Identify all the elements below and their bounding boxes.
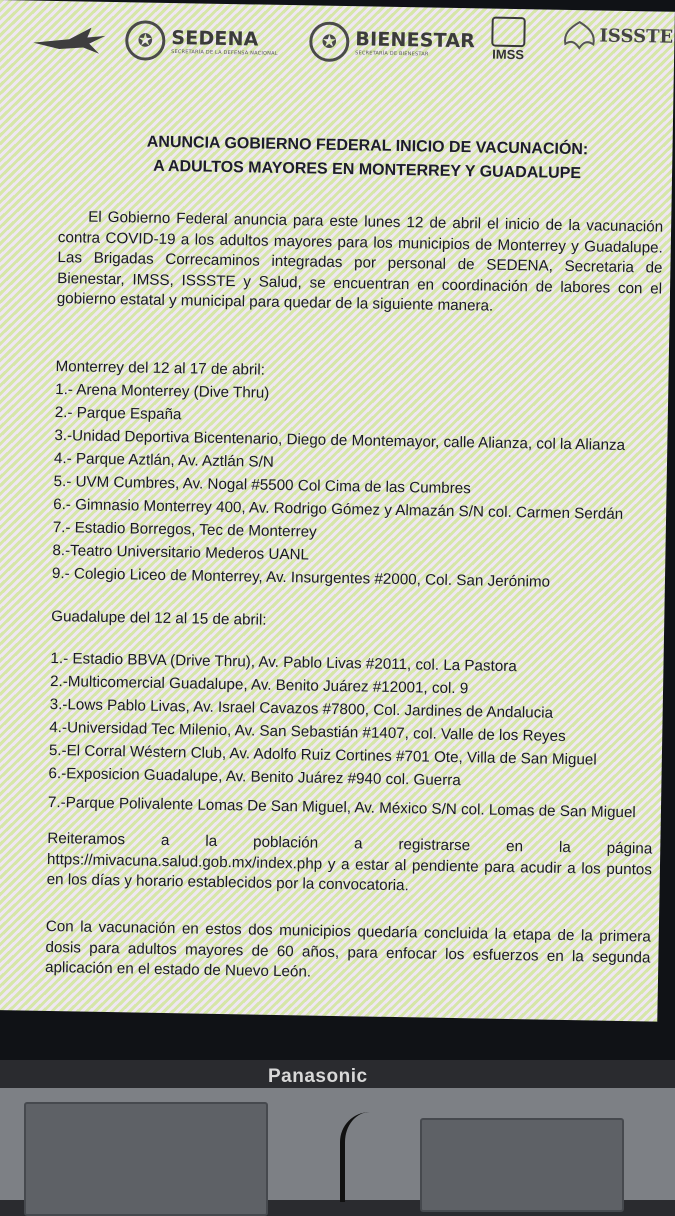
sedena-seal-icon: ✪: [125, 20, 166, 61]
closing-paragraph: Con la vacunación en estos dos municipios quedaría concluida la etapa de la primera dosis para adultos mayores de 60 años, para enfocar los esfuerzos en la segunda aplicación en el estado de Nuevo León.: [44, 917, 651, 981]
monterrey-item: 1.- Arena Monterrey (Dive Thru): [55, 381, 270, 402]
monterrey-item: 6.- Gimnasio Monterrey 400, Av. Rodrigo Gómez y Almazán S/N col. Carmen Serdán: [53, 496, 624, 523]
power-cable: [340, 1112, 385, 1202]
bienestar-name: BIENESTAR: [355, 28, 476, 53]
guadalupe-item: 4.-Universidad Tec Milenio, Av. San Sebastián #1407, col. Valle de los Reyes: [49, 718, 566, 745]
registration-reminder: Reiteramos a la población a registrarse en la página https://mivacuna.salud.gob.mx/index.php y a estar al pendiente para acudir a los puntos en los días y horario establecidos por la convocatoria.: [46, 829, 653, 895]
sedena-subtitle: SECRETARÍA DE LA DEFENSA NACIONAL: [171, 48, 278, 57]
bienestar-subtitle: SECRETARÍA DE BIENESTAR: [355, 50, 429, 58]
monterrey-item: 9.- Colegio Liceo de Monterrey, Av. Insurgentes #2000, Col. San Jerónimo: [51, 564, 551, 591]
monterrey-heading: Monterrey del 12 al 17 de abril:: [55, 358, 266, 379]
guadalupe-heading: Guadalupe del 12 al 15 de abril:: [51, 607, 267, 629]
issste-emblem-icon: [559, 18, 600, 53]
sedena-name: SEDENA: [171, 26, 259, 51]
guadalupe-item: 3.-Lows Pablo Livas, Av. Israel Cavazos #7800, Col. Jardines de Andalucia: [49, 695, 554, 722]
imss-logo: [491, 17, 526, 63]
stand-panel-right: [420, 1118, 624, 1212]
bienestar-logo: [309, 21, 475, 64]
bienestar-seal-icon: ✪: [309, 21, 350, 62]
monterrey-item: 5.- UVM Cumbres, Av. Nogal #5500 Col Cima de las Cumbres: [53, 473, 471, 498]
intro-paragraph: El Gobierno Federal anuncia para este lunes 12 de abril el inicio de la vacunación contra COVID-19 a los adultos mayores para los municipios de Monterrey y Guadalupe. Las Brigadas Correcaminos integradas por personal de SEDENA, Secretaria de Bienestar, IMSS, ISSSTE y Salud, se encuentran en coordinación de labores con el gobierno estatal y municipal para quedar de la siguiente manera.: [56, 208, 664, 315]
issste-name: ISSSTE: [599, 24, 674, 48]
stand-panel-left: [24, 1102, 268, 1216]
monterrey-item: 7.- Estadio Borregos, Tec de Monterrey: [52, 519, 317, 541]
monterrey-item: 4.- Parque Aztlán, Av. Aztlán S/N: [53, 450, 274, 471]
sedena-logo: [125, 20, 278, 63]
monterrey-item: 3.-Unidad Deportiva Bicentenario, Diego de Montemayor, calle Alianza, col la Alianza: [54, 427, 626, 454]
imss-name: IMSS: [492, 46, 525, 63]
eagle-logo: [29, 23, 110, 58]
imss-emblem-icon: [491, 17, 526, 48]
monterrey-item: 8.-Teatro Universitario Mederos UANL: [52, 541, 310, 564]
guadalupe-item: 6.-Exposicion Guadalupe, Av. Benito Juárez #940 col. Guerra: [48, 764, 461, 790]
announcement-title-line-1: ANUNCIA GOBIERNO FEDERAL INICIO DE VACUNACIÓN:: [146, 133, 589, 159]
guadalupe-item: 2.-Multicomercial Guadalupe, Av. Benito Juárez #12001, col. 9: [49, 672, 469, 698]
monitor-stand: [0, 1088, 675, 1200]
eagle-icon: [29, 23, 110, 58]
guadalupe-item: 5.-El Corral Wéstern Club, Av. Adolfo Ruiz Cortines #701 Ote, Villa de San Miguel: [48, 741, 597, 769]
logo-header: [0, 0, 675, 82]
panasonic-brand-label: Panasonic: [268, 1066, 368, 1087]
guadalupe-item: 1.- Estadio BBVA (Drive Thru), Av. Pablo Livas #2011, col. La Pastora: [50, 649, 517, 676]
monterrey-item: 2.- Parque España: [54, 404, 182, 424]
issste-logo: [559, 18, 673, 54]
announcement-title-line-2: A ADULTOS MAYORES EN MONTERREY Y GUADALUPE: [153, 157, 582, 183]
guadalupe-item: 7.-Parque Polivalente Lomas De San Miguel, Av. México S/N col. Lomas de San Miguel: [47, 793, 636, 822]
